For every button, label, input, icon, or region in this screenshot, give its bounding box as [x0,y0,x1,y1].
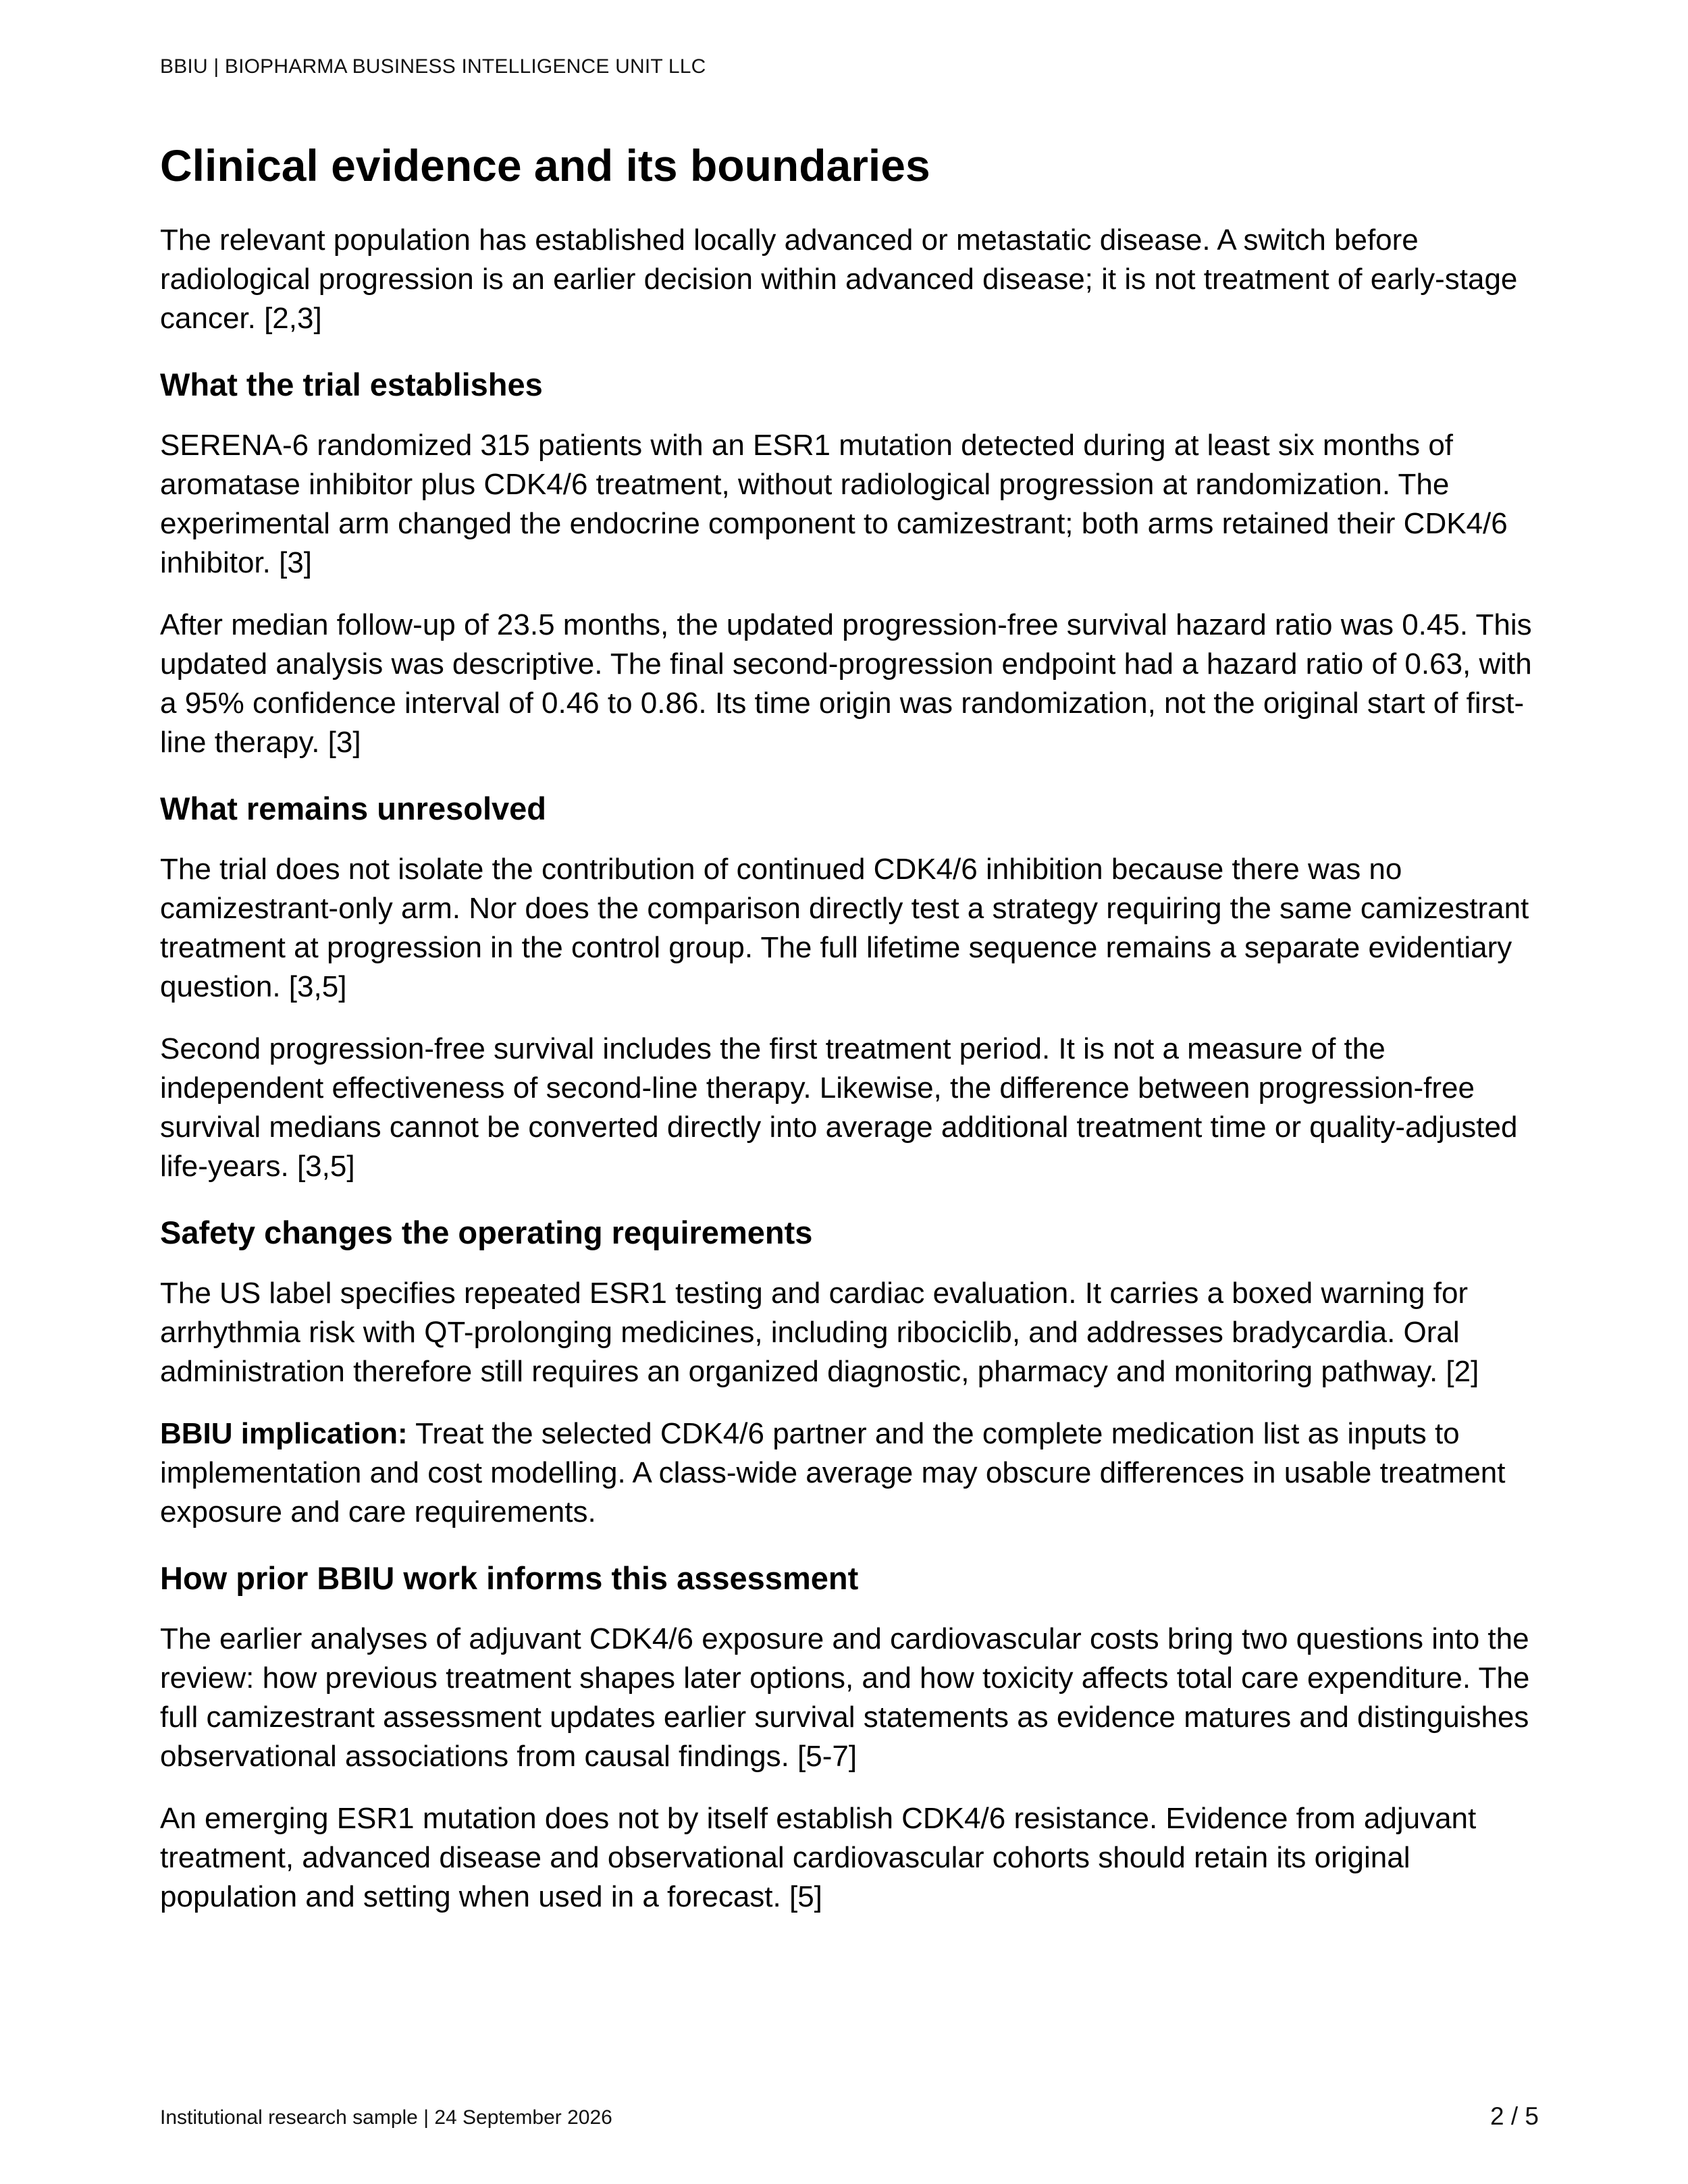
section-heading: What the trial establishes [160,367,543,402]
section-heading: What remains unresolved [160,791,546,826]
section-heading: How prior BBIU work informs this assessment [160,1560,859,1596]
section-prior-work [160,1557,1534,1917]
implication-paragraph [160,1414,1534,1532]
paragraph: The trial does not isolate the contribution of continued CDK4/6 inhibition because there was no camizestrant-only arm. Nor does the comparison directly test a strategy requiring the same camizestrant treatment at progression in the control group. The full lifetime sequence remains a separate evidentiary question. [3,5] [160,853,1529,1003]
running-header: BBIU | BIOPHARMA BUSINESS INTELLIGENCE UNIT LLC [160,55,706,78]
running-footer: Institutional research sample | 24 September 2026 [160,2106,612,2129]
section-trial-establishes [160,364,1534,762]
page-title: Clinical evidence and its boundaries [160,140,930,190]
section-safety [160,1212,1534,1532]
implication-label: BBIU implication: [160,1417,408,1450]
paragraph: The US label specifies repeated ESR1 testing and cardiac evaluation. It carries a boxed warning for arrhythmia risk with QT-prolonging medicines, including ribociclib, and addresses bradycardia. Oral administration therefore still requires an organized diagnostic, pharmacy and monitoring pathway. [2] [160,1277,1479,1388]
main-content [160,134,1534,1940]
paragraph: Second progression-free survival includes the first treatment period. It is not a measure of the independent effectiveness of second-line therapy. Likewise, the difference between progression-free survival medians cannot be converted directly into average additional treatment time or quality-adjusted life-years. [3,5] [160,1032,1518,1183]
intro-paragraph: The relevant population has established locally advanced or metastatic disease. A switch before radiological progression is an earlier decision within advanced disease; it is not treatment of early-stage cancer. [2,3] [160,223,1518,335]
paragraph: The earlier analyses of adjuvant CDK4/6 exposure and cardiovascular costs bring two questions into the review: how previous treatment shapes later options, and how toxicity affects total care expenditure. The full camizestrant assessment updates earlier survival statements as evidence matures and distinguishes observational associations from causal findings. [5-7] [160,1622,1530,1773]
paragraph: SERENA-6 randomized 315 patients with an ESR1 mutation detected during at least six months of aromatase inhibitor plus CDK4/6 treatment, without radiological progression at randomization. The experimental arm changed the endocrine component to camizestrant; both arms retained their CDK4/6 inhibitor. [3] [160,429,1508,579]
paragraph: After median follow-up of 23.5 months, the updated progression-free survival hazard ratio was 0.45. This updated analysis was descriptive. The final second-progression endpoint had a hazard ratio of 0.63, with a 95% confidence interval of 0.46 to 0.86. Its time origin was randomization, not the original start of first-line therapy. [3] [160,608,1532,759]
section-remains-unresolved [160,788,1534,1186]
implication-text: Treat the selected CDK4/6 partner and the complete medication list as inputs to implementation and cost modelling. A class-wide average may obscure differences in usable treatment exposure and care requirements. [160,1417,1506,1528]
paragraph: An emerging ESR1 mutation does not by itself establish CDK4/6 resistance. Evidence from adjuvant treatment, advanced disease and observational cardiovascular cohorts should retain its original population and setting when used in a forecast. [5] [160,1802,1477,1913]
section-heading: Safety changes the operating requirements [160,1215,813,1250]
page-number: 2 / 5 [1490,2102,1539,2130]
